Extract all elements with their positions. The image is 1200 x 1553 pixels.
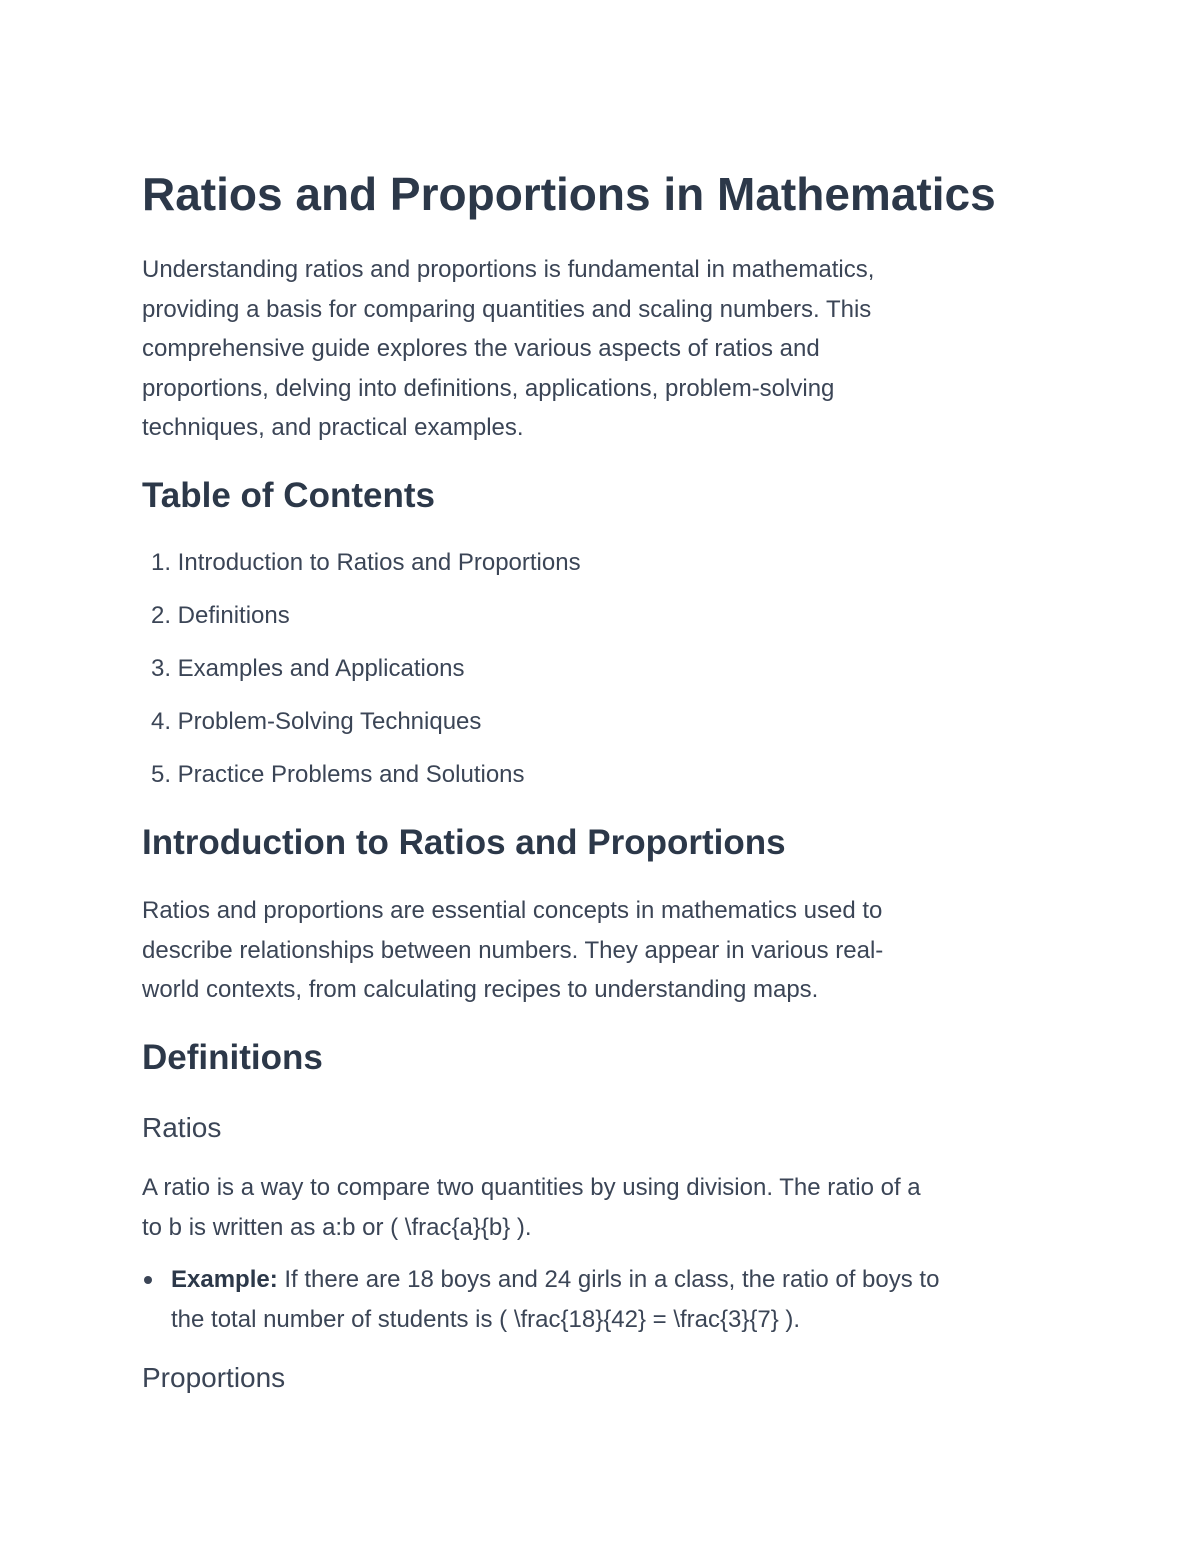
- intro-line: comprehensive guide explores the various aspects of ratios and: [142, 335, 820, 363]
- introduction-paragraph: [142, 891, 1052, 1010]
- ratios-line: to b is written as a:b or ( \frac{a}{b} ).: [142, 1213, 532, 1241]
- intro-line: Understanding ratios and proportions is fundamental in mathematics,: [142, 256, 875, 283]
- introduction-line: describe relationships between numbers. They appear in various real-: [142, 936, 884, 964]
- toc-item-label: Introduction to Ratios and Proportions: [177, 549, 581, 576]
- intro-line: techniques, and practical examples.: [142, 414, 524, 442]
- ratios-subheading: Ratios: [142, 1112, 222, 1143]
- introduction-heading: Introduction to Ratios and Proportions: [142, 823, 786, 862]
- definitions-heading: Definitions: [142, 1038, 323, 1077]
- introduction-line: Ratios and proportions are essential concepts in mathematics used to: [142, 897, 883, 924]
- toc-item-number: 3.: [150, 655, 171, 682]
- ratios-paragraph: [142, 1168, 1052, 1247]
- table-of-contents: [142, 544, 581, 809]
- toc-item-number: 1.: [150, 549, 171, 576]
- toc-item-label: Practice Problems and Solutions: [177, 761, 525, 788]
- proportions-subheading: Proportions: [142, 1362, 286, 1393]
- example-text: If there are 18 boys and 24 girls in a class, the ratio of boys to: [277, 1266, 940, 1293]
- toc-item-number: 4.: [150, 708, 171, 735]
- toc-item: [142, 703, 581, 756]
- ratios-line: A ratio is a way to compare two quantities by using division. The ratio of a: [142, 1174, 921, 1201]
- bullet-icon: [144, 1276, 152, 1284]
- toc-item-number: 5.: [150, 761, 171, 788]
- intro-paragraph: [142, 250, 1052, 448]
- toc-item-label: Examples and Applications: [177, 655, 465, 682]
- example-label: Example:: [171, 1266, 278, 1293]
- intro-line: proportions, delving into definitions, applications, problem-solving: [142, 374, 835, 402]
- toc-item-label: Definitions: [177, 602, 290, 629]
- page-title: Ratios and Proportions in Mathematics: [142, 168, 996, 220]
- list-item: [142, 1260, 939, 1339]
- toc-heading: Table of Contents: [142, 476, 435, 515]
- toc-item: [142, 597, 581, 650]
- toc-item-number: 2.: [150, 602, 171, 629]
- toc-item: [142, 650, 581, 703]
- toc-item-label: Problem-Solving Techniques: [177, 708, 482, 735]
- toc-item: [142, 756, 581, 809]
- introduction-line: world contexts, from calculating recipes to understanding maps.: [142, 976, 819, 1004]
- example-text: the total number of students is ( \frac{18}{42} = \frac{3}{7} ).: [171, 1305, 801, 1333]
- toc-item: [142, 544, 581, 597]
- ratio-examples-list: [142, 1260, 939, 1339]
- intro-line: providing a basis for comparing quantities and scaling numbers. This: [142, 295, 872, 323]
